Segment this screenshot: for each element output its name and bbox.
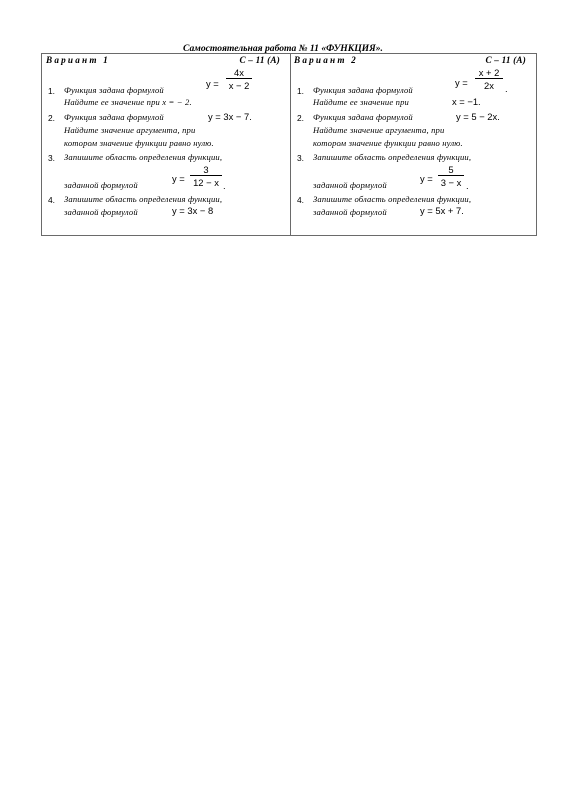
task-number: 1. — [48, 86, 55, 96]
formula: y = 3x − 7. — [208, 111, 252, 122]
formula: y = 3x − 8 — [172, 205, 214, 216]
task-text-line: Запишите область определения функции, — [313, 194, 472, 204]
task-text-line: Найдите значение аргумента, при — [64, 125, 196, 135]
formula-fraction — [438, 165, 464, 188]
formula-lhs: y = — [206, 78, 219, 89]
task-text-line: Запишите область определения функции, — [64, 152, 223, 162]
variant-code: С – 11 (А) — [485, 55, 526, 65]
task-text-line: Функция задана формулой — [64, 85, 164, 95]
task-number: 3. — [48, 153, 55, 163]
task-text-line: заданной формулой — [313, 180, 387, 190]
variant-1-header — [46, 55, 280, 67]
formula-fraction — [226, 68, 252, 91]
variant-2-header — [294, 55, 526, 67]
worksheet-table — [41, 53, 537, 236]
task-text-line: котором значение функции равно нулю. — [313, 138, 463, 148]
fraction-numerator: 3 — [203, 164, 209, 175]
fraction-denominator: 12 − x — [193, 177, 219, 189]
task-number: 4. — [297, 195, 304, 205]
formula-inline: x = −1. — [452, 96, 481, 107]
task-text-line: Найдите ее значение при x = − 2. — [64, 97, 192, 107]
variant-2-column — [290, 54, 536, 235]
formula-lhs: y = — [420, 173, 433, 184]
task-number: 3. — [297, 153, 304, 163]
formula: y = 5 − 2x. — [456, 111, 500, 122]
task-text-line: Функция задана формулой — [64, 112, 164, 122]
task-text-line: Найдите значение аргумента, при — [313, 125, 445, 135]
task-text-line: Функция задана формулой — [313, 85, 413, 95]
variant-label: Вариант 2 — [294, 55, 358, 65]
formula-fraction — [475, 68, 503, 91]
task-number: 1. — [297, 86, 304, 96]
task-text-line: Запишите область определения функции, — [313, 152, 472, 162]
task-text-line: котором значение функции равно нулю. — [64, 138, 214, 148]
fraction-numerator: x + 2 — [478, 67, 500, 78]
fraction-denominator: x − 2 — [228, 80, 250, 92]
task-text-line: заданной формулой — [313, 207, 387, 217]
variant-code: С – 11 (А) — [239, 55, 280, 65]
fraction-numerator: 4x — [234, 67, 244, 78]
formula-lhs: y = — [172, 173, 185, 184]
formula-suffix: . — [223, 180, 226, 191]
task-number: 2. — [48, 113, 55, 123]
task-number: 2. — [297, 113, 304, 123]
variant-1-column — [42, 54, 291, 235]
task-text-line: заданной формулой — [64, 180, 138, 190]
fraction-denominator: 3 − x — [440, 177, 462, 189]
task-text-line: Функция задана формулой — [313, 112, 413, 122]
task-text-line: Запишите область определения функции, — [64, 194, 223, 204]
fraction-denominator: 2x — [484, 80, 494, 92]
formula-lhs: y = — [455, 77, 468, 88]
task-text-line: Найдите ее значение при — [313, 97, 409, 107]
worksheet-title: Самостоятельная работа № 11 «ФУНКЦИЯ». — [183, 43, 383, 54]
fraction-numerator: 5 — [448, 164, 454, 175]
variant-label: Вариант 1 — [46, 55, 110, 65]
formula-fraction — [190, 165, 222, 188]
task-number: 4. — [48, 195, 55, 205]
formula: y = 5x + 7. — [420, 205, 464, 216]
formula-suffix: . — [505, 83, 508, 94]
formula-suffix: . — [466, 180, 469, 191]
task-text-line: заданной формулой — [64, 207, 138, 217]
